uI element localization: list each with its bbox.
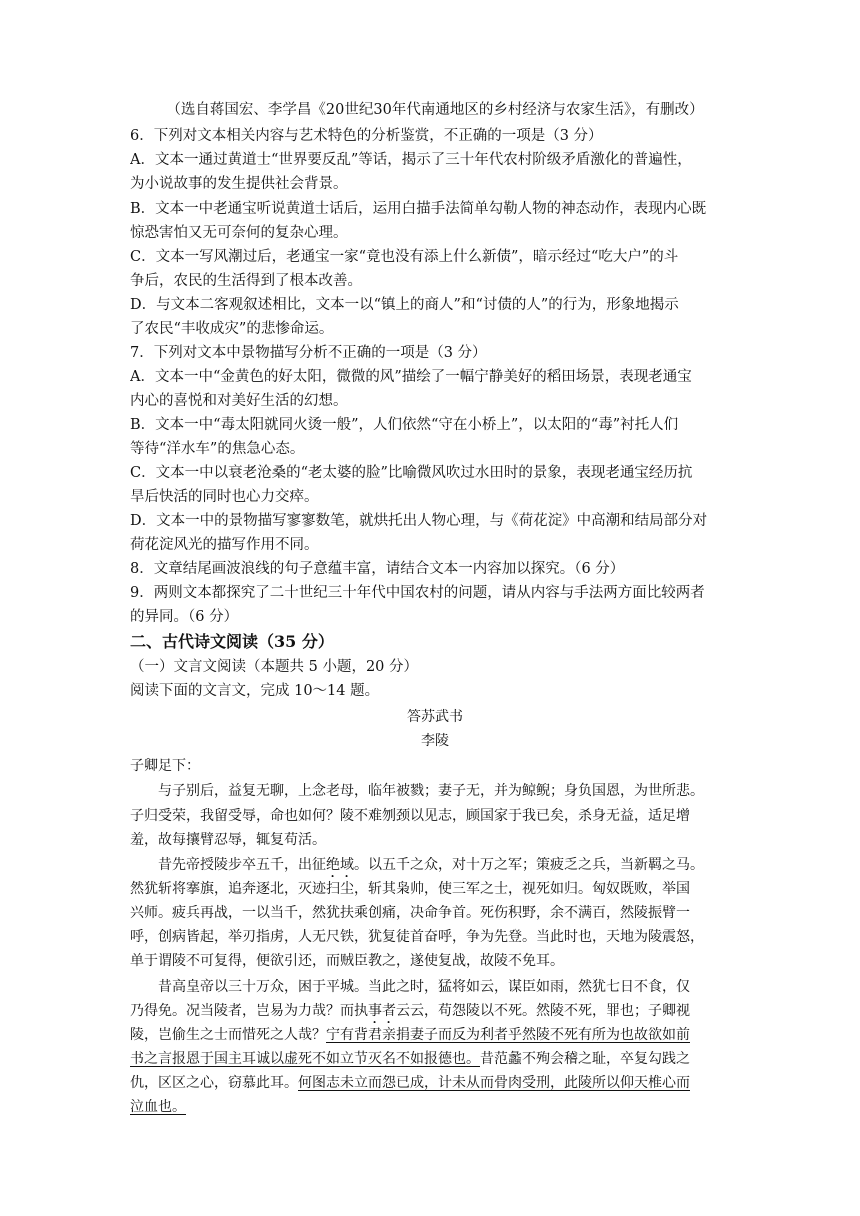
question-6-option-d: D．与文本二客观叙述相比，文本一以“镇上的商人”和“讨债的人”的行为，形象地揭示: [130, 297, 679, 313]
passage-line: 书之言报恩于国主耳诚以虚死不如立节灭名不如报德也。昔范蠡不殉会稽之耻，卒复勾践之: [130, 1051, 690, 1067]
passage-line: 昔高皇帝以三十万众，困于平城。当此之时，猛将如云，谋臣如雨，然犹七日不食，仅: [158, 979, 690, 995]
passage-line: 陵，岂偷生之士而惜死之人哉？宁有背君亲捐妻子而反为利者乎然陵不死有所为也故欲如前: [130, 1027, 690, 1043]
question-6-stem: 6．下列对文本相关内容与艺术特色的分析鉴赏，不正确的一项是（3 分）: [130, 128, 603, 144]
question-6-option-a: A．文本一通过黄道士“世界要反乱”等话，揭示了三十年代农村阶级矛盾激化的普遍性，: [130, 152, 692, 168]
source-citation: （选自蒋国宏、李学昌《20世纪30年代南通地区的乡村经济与农家生活》，有删改）: [166, 102, 704, 118]
underlined-sentence: 何图志未立而怨已成，计未从而骨肉受刑，此陵所以仰天椎心而: [298, 1075, 690, 1091]
passage-line: 子归受荣，我留受辱，命也如何？陵不难刎颈以见志，顾国家于我已矣，杀身无益，适足增: [130, 808, 690, 824]
question-9: 9．两则文本都探究了二十世纪三十年代中国农村的问题，请从内容与手法两方面比较两者: [130, 585, 705, 601]
question-6-option-d-cont: 了农民“丰收成灾”的悲惨命运。: [130, 321, 334, 337]
section-instruction: 阅读下面的文言文，完成 10～14 题。: [130, 683, 380, 699]
underlined-sentence: 宁有背君亲捐妻子而反为利者乎然陵不死有所为也故欲如前: [326, 1027, 690, 1043]
passage-line: 仇，区区之心，窃慕此耳。何图志未立而怨已成，计未从而骨肉受刑，此陵所以仰天椎心而: [130, 1075, 690, 1091]
question-7-option-d: D．文本一中的景物描写寥寥数笔，就烘托出人物心理，与《荷花淀》中高潮和结局部分对: [130, 513, 708, 529]
emphasized-word: 事者: [368, 1003, 396, 1019]
passage-line: 昔先帝授陵步卒五千，出征绝域。以五千之众，对十万之军；策疲乏之兵，当新羁之马。: [158, 857, 704, 873]
passage-line: 呼，创病皆起，举刃指虏，人无尺铁，犹复徒首奋呼，争为先登。当此时也，天地为陵震怒，: [130, 929, 704, 945]
passage-salutation: 子卿足下：: [130, 758, 200, 774]
question-7-option-c: C．文本一中以衰老沧桑的“老太婆的脸”比喻微风吹过水田时的景象，表现老通宝经历抗: [130, 465, 693, 481]
question-7-stem: 7．下列对文本中景物描写分析不正确的一项是（3 分）: [130, 345, 487, 361]
underlined-sentence: 泣血也。: [130, 1099, 186, 1115]
question-6-option-b: B．文本一中老通宝听说黄道士话后，运用白描手法简单勾勒人物的神态动作，表现内心既: [130, 201, 707, 217]
passage-line: 与子别后，益复无聊，上念老母，临年被戮；妻子无，并为鲸鲵；身负国恩，为世所悲。: [158, 783, 704, 799]
emphasized-word: 绝域: [326, 857, 354, 873]
question-9-cont: 的异同。（6 分）: [130, 609, 239, 625]
passage-line: 乃得免。况当陵者，岂易为力哉？而执事者云云，苟怨陵以不死。然陵不死，罪也；子卿视: [130, 1003, 690, 1019]
question-7-option-d-cont: 荷花淀风光的描写作用不同。: [130, 537, 319, 553]
question-6-option-b-cont: 惊恐害怕又无可奈何的复杂心理。: [130, 225, 348, 241]
question-6-option-a-cont: 为小说故事的发生提供社会背景。: [130, 176, 348, 192]
question-7-option-c-cont: 旱后快活的同时也心力交瘁。: [130, 489, 319, 505]
question-7-option-b: B．文本一中“毒太阳就同火烫一般”，人们依然“守在小桥上”，以太阳的“毒”衬托人们: [130, 417, 679, 433]
passage-title: 答苏武书: [407, 709, 463, 725]
passage-line: 单于谓陵不可复得，便欲引还，而贼臣教之，遂使复战，故陵不免耳。: [130, 953, 564, 969]
section-heading: 二、古代诗文阅读（35 分）: [130, 632, 334, 651]
passage-author: 李陵: [421, 733, 449, 749]
underlined-sentence: 书之言报恩于国主耳诚以虚死不如立节灭名不如报德也。: [130, 1051, 480, 1067]
passage-line: 羞，故每攘臂忍辱，辄复苟活。: [130, 832, 326, 848]
question-6-option-c: C．文本一写风潮过后，老通宝一家“竟也没有添上什么新债”，暗示经过“吃大户”的斗: [130, 249, 679, 265]
passage-line: [130, 1095, 740, 1119]
passage-line: 然犹斩将搴旗，追奔逐北，灭迹扫尘，斩其枭帅，使三军之士，视死如归。匈奴既败，举国: [130, 881, 690, 897]
question-7-option-a-cont: 内心的喜悦和对美好生活的幻想。: [130, 393, 348, 409]
question-8: 8．文章结尾画波浪线的句子意蕴丰富，请结合文本一内容加以探究。（6 分）: [130, 561, 625, 577]
question-6-option-c-cont: 争后，农民的生活得到了根本改善。: [130, 273, 362, 289]
question-7-option-a: A．文本一中“金黄色的好太阳，微微的风”描绘了一幅宁静美好的稻田场景，表现老通宝: [130, 369, 692, 385]
question-7-option-b-cont: 等待“洋水车”的焦急心态。: [130, 441, 305, 457]
passage-line: 兴师。疲兵再战，一以当千，然犹扶乘创痛，决命争首。死伤积野，余不满百，然陵振臂一: [130, 905, 690, 921]
section-subheading: （一）文言文阅读（本题共 5 小题，20 分）: [130, 659, 419, 675]
